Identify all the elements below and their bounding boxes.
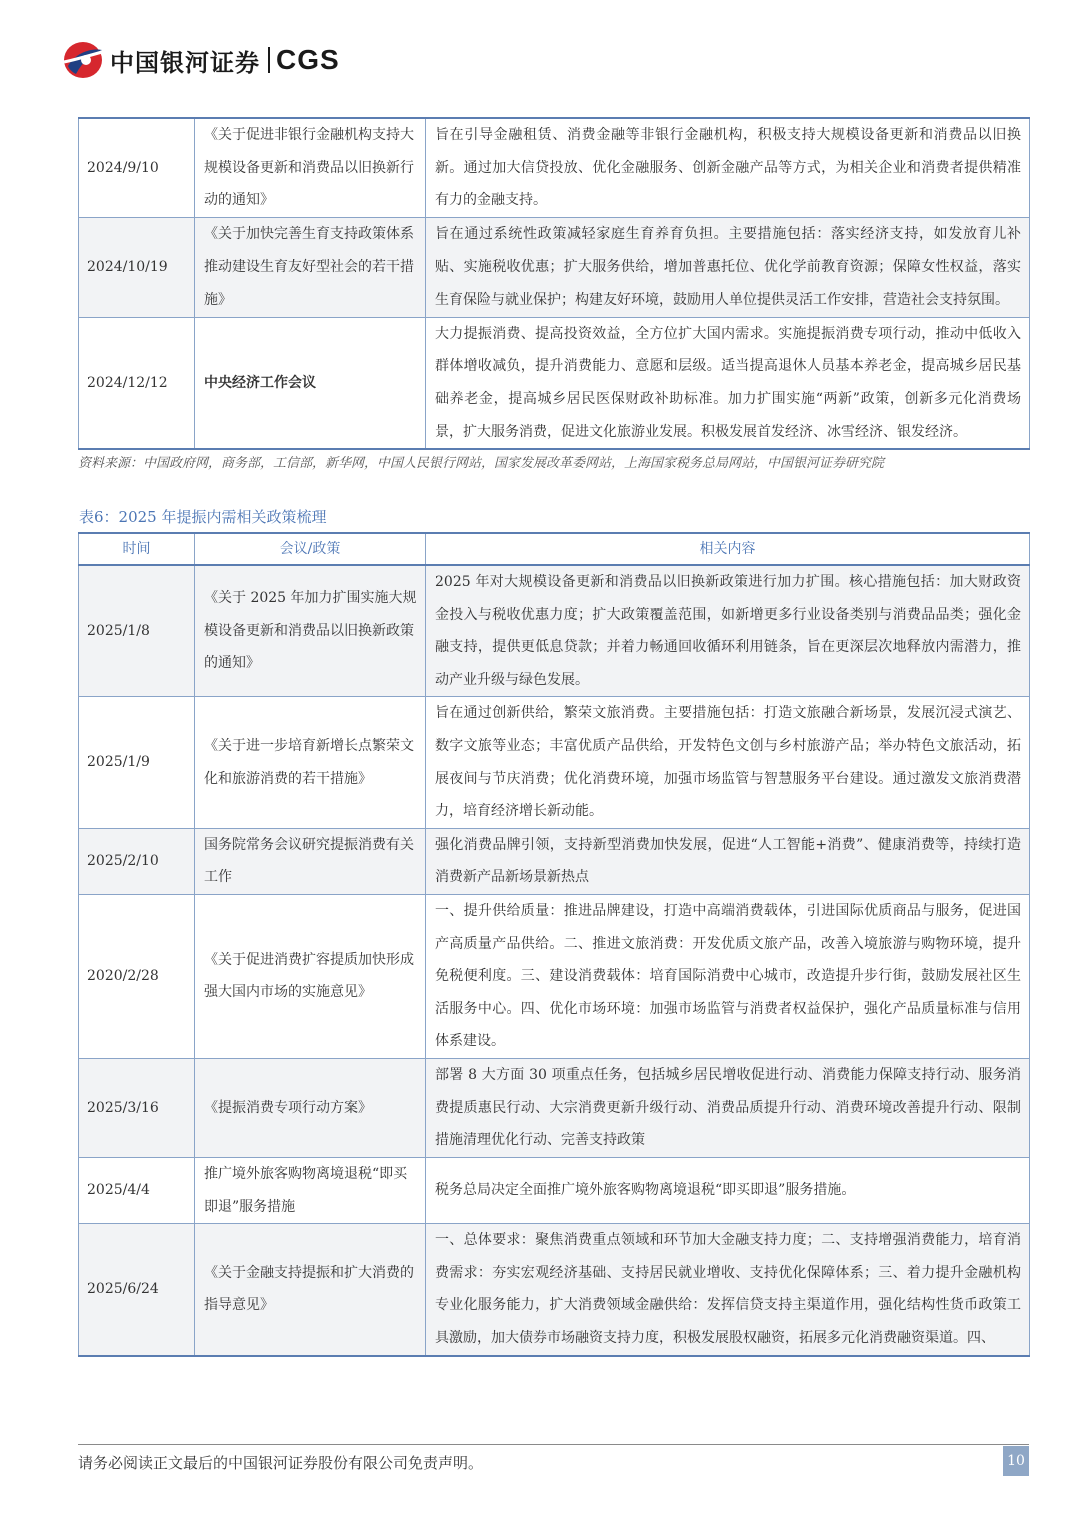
brand-name-en: CGS bbox=[276, 44, 340, 75]
content-cell: 大力提振消费、提高投资效益，全方位扩大国内需求。实施提振消费专项行动，推动中低收入群体增收减负，提升消费能力、意愿和层级。适当提高退休人员基本养老金，提高城乡居民基础养老金，提高城乡居民医保财政补助标准。加力扩围实施“两新”政策，创新多元化消费场景，扩大服务消费，促进文化旅游业发展。积极发展首发经济、冰雪经济、银发经济。 bbox=[426, 317, 1030, 449]
date-cell: 2020/2/28 bbox=[79, 894, 195, 1058]
date-cell: 2025/1/9 bbox=[79, 697, 195, 828]
header-content: 相关内容 bbox=[426, 533, 1030, 565]
page-number: 10 bbox=[1003, 1446, 1029, 1476]
policy-cell: 《关于促进消费扩容提质加快形成强大国内市场的实施意见》 bbox=[195, 894, 426, 1058]
content-cell: 旨在引导金融租赁、消费金融等非银行金融机构，积极支持大规模设备更新和消费品以旧换新。通过加大信贷投放、优化金融服务、创新金融产品等方式，为相关企业和消费者提供精准有力的金融支持。 bbox=[426, 118, 1030, 217]
date-cell: 2025/6/24 bbox=[79, 1224, 195, 1356]
source-note: 资料来源：中国政府网，商务部，工信部，新华网，中国人民银行网站，国家发展改革委网站，上海国家税务总局网站，中国银河证券研究院 bbox=[78, 456, 885, 471]
policy-cell: 《关于促进非银行金融机构支持大规模设备更新和消费品以旧换新行动的通知》 bbox=[195, 118, 426, 217]
table-row bbox=[79, 317, 1030, 449]
date-cell: 2024/12/12 bbox=[79, 317, 195, 449]
content-cell: 旨在通过创新供给，繁荣文旅消费。主要措施包括：打造文旅融合新场景，发展沉浸式演艺、数字文旅等业态；丰富优质产品供给，开发特色文创与乡村旅游产品；举办特色文旅活动，拓展夜间与节庆消费；优化消费环境，加强市场监管与智慧服务平台建设。通过激发文旅消费潜力，培育经济增长新动能。 bbox=[426, 697, 1030, 828]
policy-cell: 《关于进一步培育新增长点繁荣文化和旅游消费的若干措施》 bbox=[195, 697, 426, 828]
date-cell: 2024/9/10 bbox=[79, 118, 195, 217]
content-cell: 2025 年对大规模设备更新和消费品以旧换新政策进行加力扩围。核心措施包括：加大财政资金投入与税收优惠力度；扩大政策覆盖范围，如新增更多行业设备类别与消费品品类；强化金融支持，提供更低息贷款；并着力畅通回收循环利用链条，旨在更深层次地释放内需潜力，推动产业升级与绿色发展。 bbox=[426, 565, 1030, 697]
table-row bbox=[79, 1058, 1030, 1157]
table-row bbox=[79, 1224, 1030, 1356]
policy-cell: 中央经济工作会议 bbox=[195, 317, 426, 449]
header-policy: 会议/政策 bbox=[195, 533, 426, 565]
table-row bbox=[79, 1157, 1030, 1223]
footer-disclaimer: 请务必阅读正文最后的中国银河证券股份有限公司免责声明。 bbox=[78, 1454, 484, 1472]
header-date: 时间 bbox=[79, 533, 195, 565]
policy-cell: 国务院常务会议研究提振消费有关工作 bbox=[195, 828, 426, 894]
table-row bbox=[79, 697, 1030, 828]
policy-table-continued bbox=[78, 117, 1030, 450]
content-cell: 税务总局决定全面推广境外旅客购物离境退税“即买即退”服务措施。 bbox=[426, 1157, 1030, 1223]
policy-table-2025 bbox=[78, 532, 1030, 1357]
policy-cell: 推广境外旅客购物离境退税“即买即退”服务措施 bbox=[195, 1157, 426, 1223]
table-header-row bbox=[79, 533, 1030, 565]
brand-name-cn: 中国银河证券 bbox=[110, 48, 260, 77]
table-row bbox=[79, 894, 1030, 1058]
policy-cell: 《提振消费专项行动方案》 bbox=[195, 1058, 426, 1157]
policy-cell: 《关于加快完善生育支持政策体系推动建设生育友好型社会的若干措施》 bbox=[195, 217, 426, 317]
brand-divider bbox=[268, 47, 270, 73]
table-row bbox=[79, 565, 1030, 697]
content-cell: 一、总体要求：聚焦消费重点领域和环节加大金融支持力度；二、支持增强消费能力，培育消费需求：夯实宏观经济基础、支持居民就业增收、支持优化保障体系；三、着力提升金融机构专业化服务能力，扩大消费领域金融供给：发挥信贷支持主渠道作用，强化结构性货币政策工具激励，加大债券市场融资支持力度，积极发展股权融资，拓展多元化消费融资渠道。四、 bbox=[426, 1224, 1030, 1356]
date-cell: 2025/2/10 bbox=[79, 828, 195, 894]
table-row bbox=[79, 828, 1030, 894]
table-caption: 表6：2025 年提振内需相关政策梳理 bbox=[79, 508, 327, 526]
table-row bbox=[79, 217, 1030, 317]
content-cell: 一、提升供给质量：推进品牌建设，打造中高端消费载体，引进国际优质商品与服务，促进国产高质量产品供给。二、推进文旅消费：开发优质文旅产品，改善入境旅游与购物环境，提升免税便利度。三、建设消费载体：培育国际消费中心城市，改造提升步行街，鼓励发展社区生活服务中心。四、优化市场环境：加强市场监管与消费者权益保护，强化产品质量标准与信用体系建设。 bbox=[426, 894, 1030, 1058]
table-row bbox=[79, 118, 1030, 217]
content-cell: 强化消费品牌引领，支持新型消费加快发展，促进“人工智能+消费”、健康消费等，持续打造消费新产品新场景新热点 bbox=[426, 828, 1030, 894]
policy-cell: 《关于金融支持提振和扩大消费的指导意见》 bbox=[195, 1224, 426, 1356]
date-cell: 2025/1/8 bbox=[79, 565, 195, 697]
content-cell: 旨在通过系统性政策减轻家庭生育养育负担。主要措施包括：落实经济支持，如发放育儿补贴、实施税收优惠；扩大服务供给，增加普惠托位、优化学前教育资源；保障女性权益，落实生育保险与就业保护；构建友好环境，鼓励用人单位提供灵活工作安排，营造社会支持氛围。 bbox=[426, 217, 1030, 317]
date-cell: 2025/3/16 bbox=[79, 1058, 195, 1157]
policy-cell: 《关于 2025 年加力扩围实施大规模设备更新和消费品以旧换新政策的通知》 bbox=[195, 565, 426, 697]
footer-divider bbox=[78, 1444, 1029, 1445]
brand-logo bbox=[62, 40, 340, 80]
galaxy-logo-icon bbox=[62, 40, 104, 80]
date-cell: 2025/4/4 bbox=[79, 1157, 195, 1223]
date-cell: 2024/10/19 bbox=[79, 217, 195, 317]
content-cell: 部署 8 大方面 30 项重点任务，包括城乡居民增收促进行动、消费能力保障支持行动、服务消费提质惠民行动、大宗消费更新升级行动、消费品质提升行动、消费环境改善提升行动、限制措施清理优化行动、完善支持政策 bbox=[426, 1058, 1030, 1157]
